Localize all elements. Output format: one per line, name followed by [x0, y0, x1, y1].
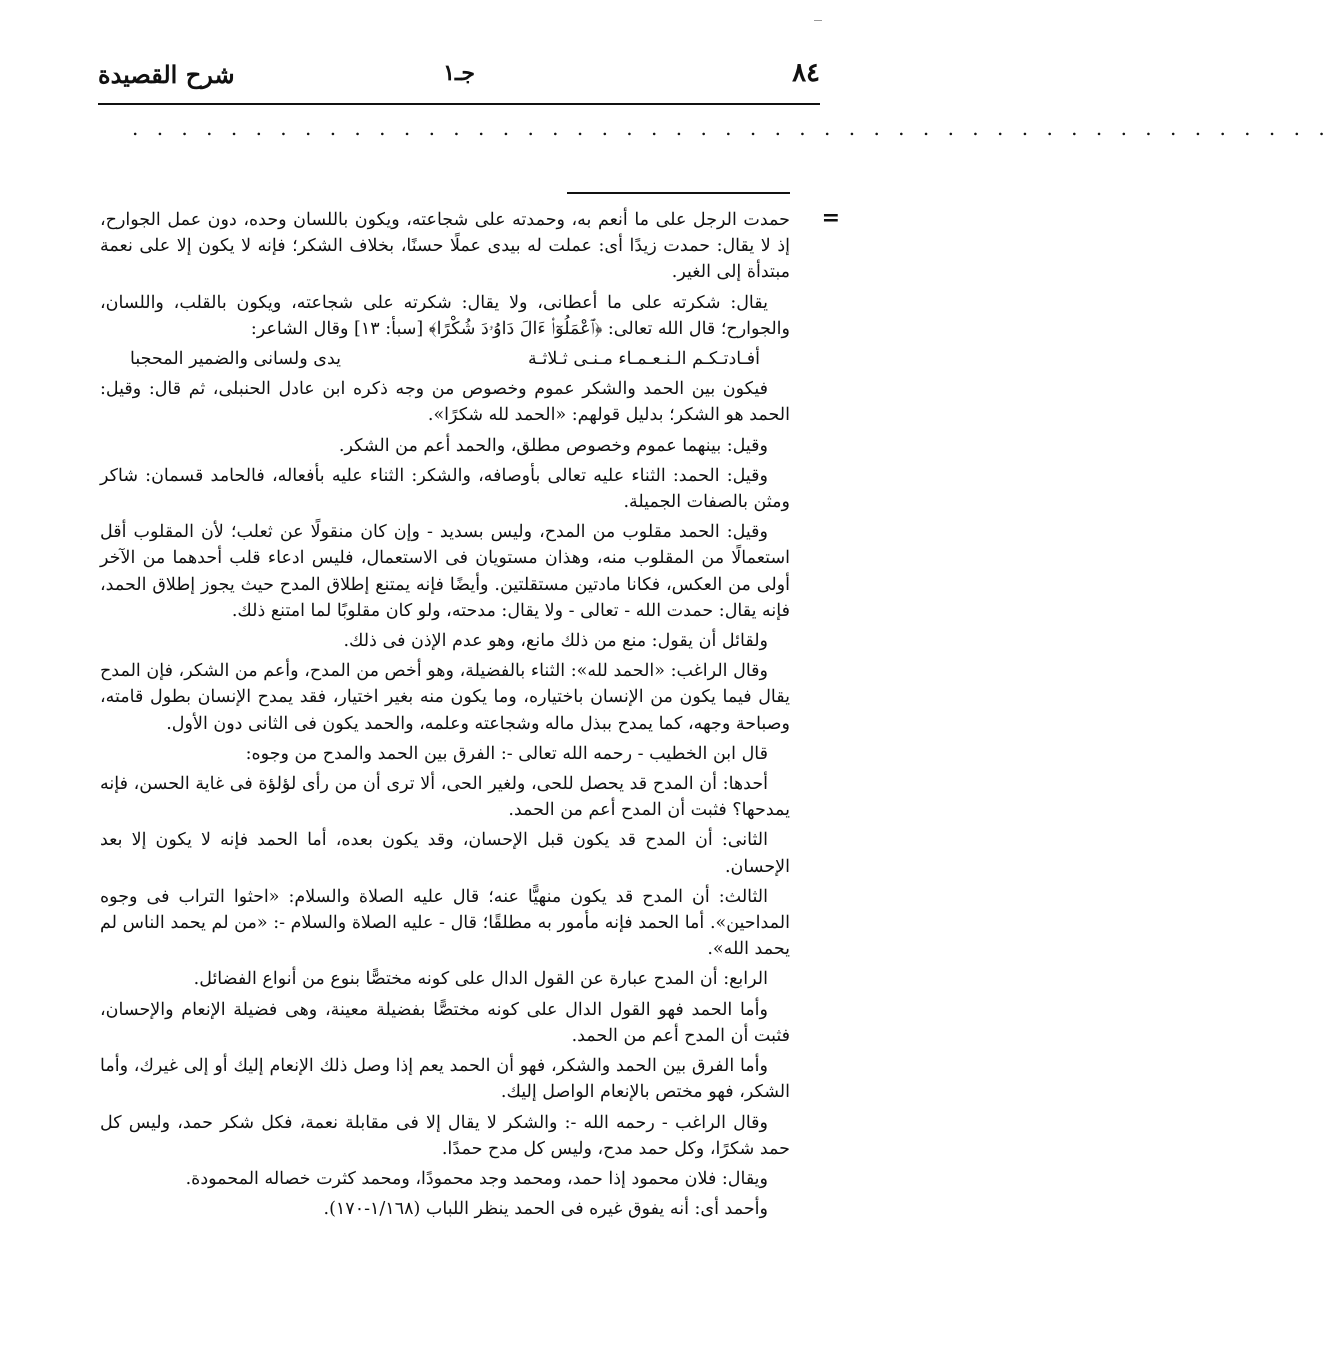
header-rule	[98, 103, 820, 105]
footnote-rule	[567, 192, 790, 194]
page-number: ٨٤	[792, 58, 820, 88]
paragraph: ولقائل أن يقول: منع من ذلك مانع، وهو عدم الإذن فى ذلك.	[343, 631, 768, 652]
verse-second-hemistich: يدى ولسانى والضمير المحجبا	[130, 349, 342, 370]
paragraph: وقال الراغب: «الحمد لله»: الثناء بالفضيلة، وهو أخص من المدح، وأعم من الشكر، فإن المدح يقال فيما يكون من الإنسان باختياره، وما يكون منه بغير اختيار، فقد يمدح الإنسان بطول قامته، وصباحة وجهه، كما يمدح ببذل ماله وشجاعته وعلمه، والحمد يكون فى الثانى دون الأول.	[100, 661, 790, 734]
paragraph: الرابع: أن المدح عبارة عن القول الدال على كونه مختصًّا بنوع من أنواع الفضائل.	[193, 969, 768, 990]
footnote-body	[100, 207, 790, 1226]
verse-first-hemistich: أفـادتـكـم الـنـعـمـاء مـنـى ثـلاثـة	[527, 349, 760, 370]
dotted-separator: . . . . . . . . . . . . . . . . . . . . . . . . . . . . . . . . . . . . . . . . . . . . . . . . .	[132, 116, 1331, 140]
paragraph: فيكون بين الحمد والشكر عموم وخصوص من وجه ذكره ابن عادل الحنبلى، ثم قال: وقيل: الحمد هو الشكر؛ بدليل قولهم: «الحمد لله شكرًا».	[100, 379, 790, 426]
volume-label: جـ١	[443, 60, 475, 86]
page-header	[98, 58, 820, 98]
footnote-continuation-mark: =	[821, 205, 840, 231]
paragraph: وقيل: الحمد: الثناء عليه تعالى بأوصافه، والشكر: الثناء عليه بأفعاله، فالحامد قسمان: شاكر ومثن بالصفات الجميلة.	[100, 465, 790, 513]
corner-mark	[814, 20, 822, 21]
running-title: شرح القصيدة	[98, 60, 235, 89]
paragraph: ويقال: فلان محمود إذا حمد، ومحمد وجد محمودًا، ومحمد كثرت خصاله المحمودة.	[185, 1168, 768, 1189]
paragraph: وقيل: بينهما عموم وخصوص مطلق، والحمد أعم من الشكر.	[338, 435, 768, 456]
paragraph: وأما الحمد فهو القول الدال على كونه مختصًّا بفضيلة معينة، وهى فضيلة الإنعام والإحسان، فثبت أن المدح أعم من الحمد.	[100, 999, 790, 1046]
paragraph: الثانى: أن المدح قد يكون قبل الإحسان، وقد يكون بعده، أما الحمد فإنه لا يكون إلا بعد الإحسان.	[100, 830, 790, 877]
paragraph: يقال: شكرته على ما أعطانى، ولا يقال: شكرته على شجاعته، ويكون بالقلب، واللسان، والجوارح؛ قال الله تعالى: ﴿ٱعْمَلُوٓا۟ ءَالَ دَاوُۥدَ شُكْرًا﴾ [سبأ: ١٣] وقال الشاعر:	[100, 292, 790, 339]
paragraph: وقيل: الحمد مقلوب من المدح، وليس بسديد - وإن كان منقولًا عن ثعلب؛ لأن المقلوب أقل استعمالًا من المقلوب منه، وهذان مستويان فى الاستعمال، فليس ادعاء قلب أحدهما من الآخر أولى من العكس، فكانا مادتين مستقلتين. وأيضًا فإنه يمتنع إطلاق المدح حيث يجوز إطلاق الحمد، فإنه يقال: حمدت الله - تعالى - ولا يقال: مدحته، ولو كان مقلوبًا لما امتنع ذلك.	[100, 522, 790, 621]
paragraph: وأحمد أى: أنه يفوق غيره فى الحمد ينظر اللباب (١/١٦٨-١٧٠).	[323, 1199, 768, 1220]
paragraph: أحدها: أن المدح قد يحصل للحى، ولغير الحى، ألا ترى أن من رأى لؤلؤة فى غاية الحسن، فإنه يمدحها؟ فثبت أن المدح أعم من الحمد.	[100, 774, 790, 821]
poetry-verse	[100, 346, 790, 372]
paragraph: الثالث: أن المدح قد يكون منهيًّا عنه؛ قال عليه الصلاة والسلام: «احثوا التراب فى وجوه المداحين». أما الحمد فإنه مأمور به مطلقًا؛ قال - عليه الصلاة والسلام -: «من لم يحمد الناس لم يحمد الله».	[100, 886, 790, 960]
paragraph: قال ابن الخطيب - رحمه الله تعالى -: الفرق بين الحمد والمدح من وجوه:	[245, 743, 768, 764]
paragraph: حمدت الرجل على ما أنعم به، وحمدته على شجاعته، ويكون باللسان وحده، دون عمل الجوارح، إذ لا يقال: حمدت زيدًا أى: عملت له بيدى عملًا حسنًا، بخلاف الشكر؛ فإنه لا يكون إلا على نعمة مبتدأة إلى الغير.	[100, 210, 790, 283]
paragraph: وقال الراغب - رحمه الله -: والشكر لا يقال إلا فى مقابلة نعمة، فكل شكر حمد، وليس كل حمد شكرًا، وكل حمد مدح، وليس كل مدح حمدًا.	[100, 1112, 790, 1159]
paragraph: وأما الفرق بين الحمد والشكر، فهو أن الحمد يعم إذا وصل ذلك الإنعام إليك أو إلى غيرك، وأما الشكر، فهو مختص بالإنعام الواصل إليك.	[100, 1056, 790, 1103]
